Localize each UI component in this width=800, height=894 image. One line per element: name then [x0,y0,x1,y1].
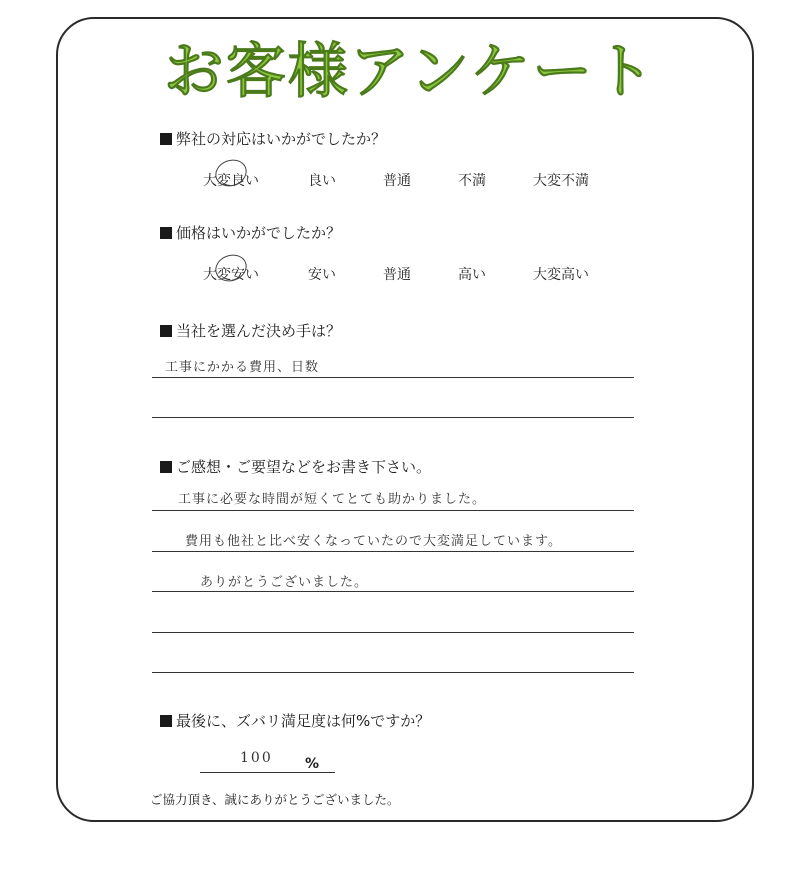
question-2-label: 価格はいかがでしたか？ [176,224,342,242]
satisfaction-rule [200,772,335,773]
q4-answer-line-3[interactable]: ありがとうございました。 [200,575,369,590]
q1-option-1[interactable]: 大変良い [203,173,259,189]
question-1 [160,128,386,149]
q1-option-5[interactable]: 大変不満 [533,173,589,189]
question-2 [160,222,341,243]
answer-rule [152,510,634,511]
square-bullet-icon [160,325,172,337]
question-5-label: 最後に、ズバリ満足度は何%ですか？ [176,712,431,730]
square-bullet-icon [160,227,172,239]
question-1-label: 弊社の対応はいかがでしたか？ [176,130,387,148]
answer-rule [152,377,634,378]
thank-you-note: ご協力頂き、誠にありがとうございました。 [150,792,400,807]
q1-option-3[interactable]: 普通 [383,173,411,189]
question-3 [160,320,341,341]
survey-title-graphic [130,28,690,108]
q4-answer-line-1[interactable]: 工事に必要な時間が短くてとても助かりました。 [178,492,487,507]
q3-answer-line-1[interactable]: 工事にかかる費用、日数 [165,360,320,375]
answer-rule [152,417,634,418]
square-bullet-icon [160,461,172,473]
answer-rule [152,551,634,552]
q2-option-5[interactable]: 大変高い [533,267,589,283]
square-bullet-icon [160,133,172,145]
question-3-label: 当社を選んだ決め手は？ [176,322,342,340]
answer-rule [152,672,634,673]
survey-title-text: お客様アンケート [163,37,657,107]
satisfaction-value[interactable]: 100 [240,750,273,766]
q1-option-4[interactable]: 不満 [458,173,486,189]
question-5 [160,710,430,731]
q2-option-2[interactable]: 安い [308,267,336,283]
question-4-label: ご感想・ご要望などをお書き下さい。 [176,458,432,476]
square-bullet-icon [160,715,172,727]
q2-option-1[interactable]: 大変安い [203,267,259,283]
percent-unit: % [305,756,320,772]
q2-option-3[interactable]: 普通 [383,267,411,283]
survey-title [130,28,690,108]
q1-option-2[interactable]: 良い [308,173,336,189]
answer-rule [152,632,634,633]
q2-option-4[interactable]: 高い [458,267,486,283]
answer-rule [152,591,634,592]
q4-answer-line-2[interactable]: 費用も他社と比べ安くなっていたので大変満足しています。 [185,534,562,549]
question-4 [160,456,431,477]
